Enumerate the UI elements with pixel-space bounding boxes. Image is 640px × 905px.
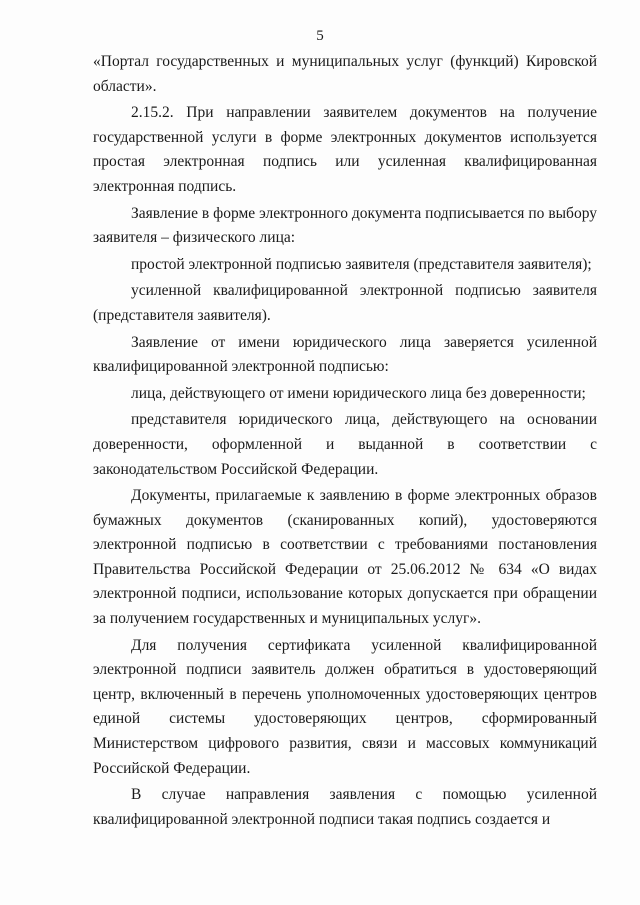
paragraph-application-signing: Заявление в форме электронного документа подписывается по выбору заявителя – физического лица: [93, 204, 597, 247]
paragraph-representative: представителя юридического лица, действующего на основании доверенности, оформленной и выданной в соответствии с законодательством Российской Федерации. [93, 411, 597, 478]
paragraph-legal-entity: Заявление от имени юридического лица заверяется усиленной квалифицированной электронной подписью: [93, 333, 597, 376]
paragraph-simple-signature: простой электронной подписью заявителя (представителя заявителя); [131, 255, 592, 273]
page-number: 5 [316, 28, 324, 44]
document-body [93, 50, 597, 832]
paragraph-qualified-signature: усиленной квалифицированной электронной подписью заявителя (представителя заявителя). [93, 282, 597, 324]
paragraph-certificate: Для получения сертификата усиленной квалифицированной электронной подписи заявитель должен обратиться в удостоверяющий центр, включенный в перечень уполномоченных удостоверяющих центров единой системы удостоверяющих центров, сформированный Министерством цифрового развития, связи и массовых коммуникаций Российской Федерации. [93, 636, 597, 777]
paragraph-2-15-2: 2.15.2. При направлении заявителем документов на получение государственной услуги в форме электронных документов используется простая электронная подпись или усиленная квалифицированная электронная подпись. [93, 104, 597, 195]
paragraph-portal-name: «Портал государственных и муниципальных услуг (функций) Кировской области». [93, 53, 597, 95]
paragraph-without-power-of-attorney: лица, действующего от имени юридического лица без доверенности; [131, 384, 586, 402]
paragraph-sending-application: В случае направления заявления с помощью усиленной квалифицированной электронной подписи такая подпись создается и [93, 786, 597, 828]
paragraph-attached-documents: Документы, прилагаемые к заявлению в форме электронных образов бумажных документов (сканированных копий), удостоверяются электронной подписью в соответствии с требованиями постановления Правительства Российской Федерации от 25.06.2012 № 634 «О видах электронной подписи, использование которых допускается при обращении за получением государственных и муниципальных услуг». [93, 487, 597, 628]
